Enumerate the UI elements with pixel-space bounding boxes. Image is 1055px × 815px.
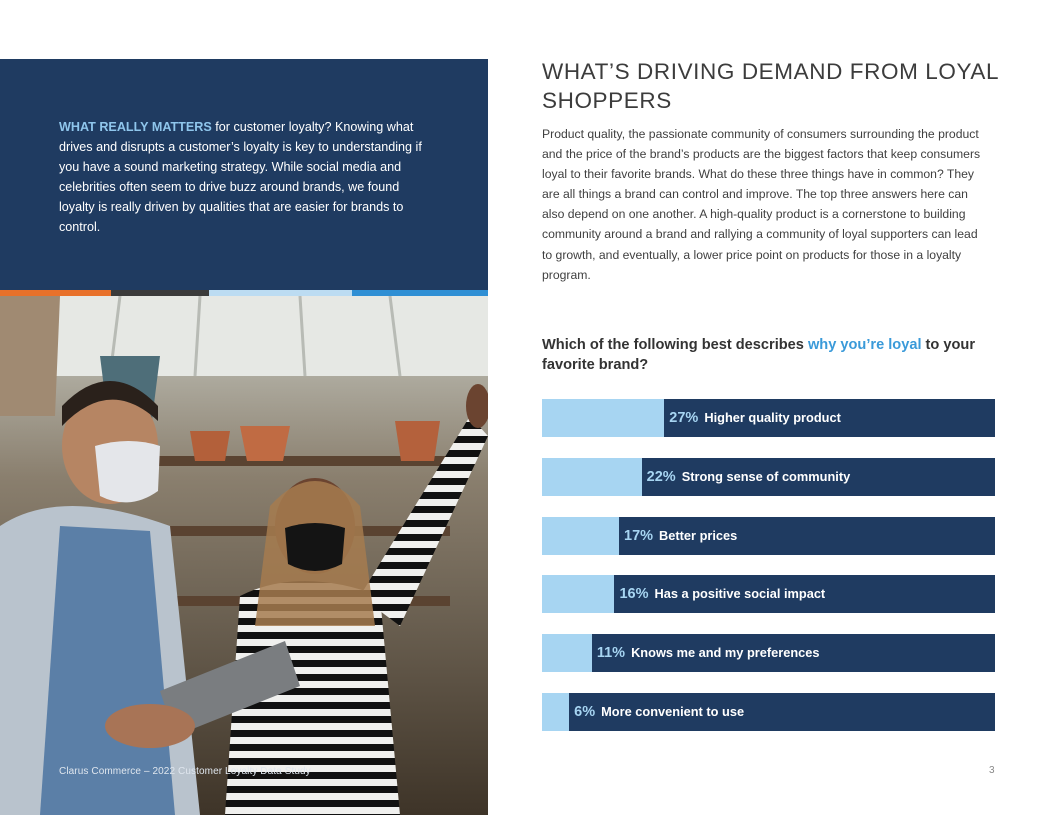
bar-value-label: 6% bbox=[574, 704, 596, 720]
bar-category-label: More convenient to use bbox=[601, 704, 745, 719]
bar-category-label: Has a positive social impact bbox=[654, 586, 826, 601]
bar-value-label: 22% bbox=[646, 469, 676, 485]
bar-value-label: 16% bbox=[619, 586, 649, 602]
question-highlight: why you’re loyal bbox=[807, 337, 922, 353]
body-paragraph: Product quality, the passionate community of consumers surrounding the product and the price of the brand’s products are the biggest factors that keep consumers loyal to their favorite brands. What do these three things have in common? They are all things a brand can control and improve. The top three answers here can also depend on one another. A high-quality product is a cornerstone to building community around a brand and rallying a community of loyal supporters can lead to growth, and eventually, a lower price point on products for those in a loyalty program. bbox=[542, 127, 981, 282]
page-title: WHAT’S DRIVING DEMAND FROM LOYAL SHOPPERS bbox=[542, 59, 999, 113]
page-number: 3 bbox=[989, 765, 995, 776]
intro-paragraph bbox=[59, 117, 434, 237]
bar-fill bbox=[542, 634, 592, 672]
bar-fill bbox=[542, 575, 614, 613]
bar-label bbox=[664, 410, 841, 426]
intro-box bbox=[0, 59, 488, 290]
chart-bar bbox=[542, 458, 995, 496]
bar-fill bbox=[542, 693, 569, 731]
bar-value-label: 17% bbox=[624, 528, 654, 544]
chart-bar bbox=[542, 399, 995, 437]
bar-value-label: 27% bbox=[669, 410, 699, 426]
intro-lead: WHAT REALLY MATTERS bbox=[59, 120, 212, 134]
bar-category-label: Knows me and my preferences bbox=[631, 645, 820, 660]
footer-text: Clarus Commerce – 2022 Customer Loyalty Data Study bbox=[59, 766, 311, 777]
bar-label bbox=[614, 586, 825, 602]
question-text-before: Which of the following best describes bbox=[542, 337, 808, 353]
chart-bar bbox=[542, 693, 995, 731]
left-panel bbox=[0, 59, 488, 815]
intro-text: for customer loyalty? Knowing what drives and disrupts a customer’s loyalty is key to understanding if you have a sound marketing strategy. While social media and celebrities often seem to drive buzz around brands, we found loyalty is really driven by qualities that are easier for brands to control. bbox=[59, 120, 422, 234]
shop-workers-photo bbox=[0, 296, 488, 815]
chart-bar bbox=[542, 634, 995, 672]
bar-value-label: 11% bbox=[596, 645, 626, 661]
bar-fill bbox=[542, 458, 642, 496]
chart-bar bbox=[542, 575, 995, 613]
bar-label bbox=[642, 469, 851, 485]
bar-category-label: Strong sense of community bbox=[681, 469, 851, 484]
bar-fill bbox=[542, 517, 619, 555]
photo-illustration bbox=[0, 296, 488, 815]
chart-bar bbox=[542, 517, 995, 555]
bar-category-label: Better prices bbox=[659, 528, 738, 543]
bar-label bbox=[619, 528, 737, 544]
bar-category-label: Higher quality product bbox=[704, 410, 841, 425]
bar-fill bbox=[542, 399, 664, 437]
bar-label bbox=[592, 645, 820, 661]
bar-label bbox=[569, 704, 744, 720]
question-text-after: to your favorite brand? bbox=[542, 337, 976, 373]
chart-question bbox=[542, 335, 997, 375]
